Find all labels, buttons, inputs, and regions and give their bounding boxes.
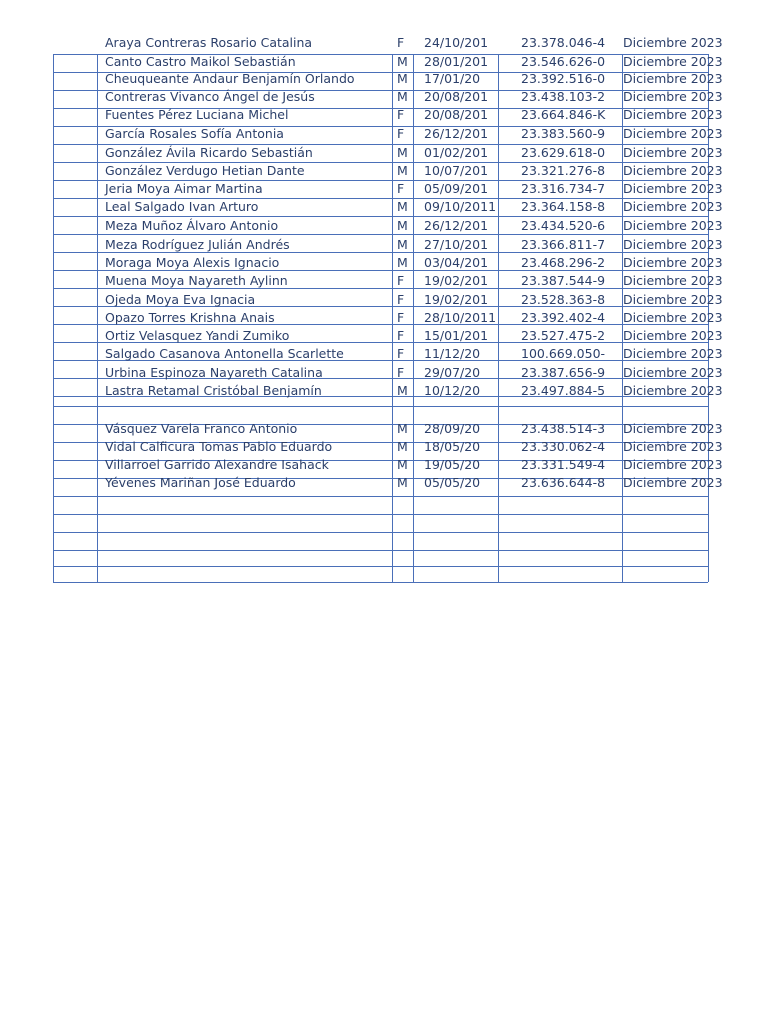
cell-period: Diciembre 2023 xyxy=(623,181,723,196)
cell-name: Muena Moya Nayareth Aylinn xyxy=(105,273,288,288)
cell-period: Diciembre 2023 xyxy=(623,89,723,104)
cell-name: Meza Rodríguez Julián Andrés xyxy=(105,237,290,252)
cell-sex: M xyxy=(397,89,408,104)
cell-period: Diciembre 2023 xyxy=(623,255,723,270)
cell-birth: 18/05/20 xyxy=(424,439,481,454)
cell-birth: 17/01/20 xyxy=(424,71,481,86)
grid-line-vertical xyxy=(498,54,499,582)
cell-sex: M xyxy=(397,255,408,270)
cell-name: Moraga Moya Alexis Ignacio xyxy=(105,255,280,270)
cell-name: Canto Castro Maikol Sebastián xyxy=(105,54,296,69)
cell-rut: 23.330.062-4 xyxy=(521,439,606,454)
cell-rut: 100.669.050- xyxy=(521,346,606,361)
cell-name: Cheuqueante Andaur Benjamín Orlando xyxy=(105,71,355,86)
cell-name: Villarroel Garrido Alexandre Isahack xyxy=(105,457,329,472)
cell-sex: M xyxy=(397,199,408,214)
cell-birth: 28/09/20 xyxy=(424,421,481,436)
cell-name: Araya Contreras Rosario Catalina xyxy=(105,35,313,50)
cell-period: Diciembre 2023 xyxy=(623,163,723,178)
cell-period: Diciembre 2023 xyxy=(623,328,723,343)
cell-sex: M xyxy=(397,475,408,490)
cell-period: Diciembre 2023 xyxy=(623,475,723,490)
cell-rut: 23.438.514-3 xyxy=(521,421,606,436)
grid-line-vertical xyxy=(413,54,414,582)
cell-rut: 23.392.402-4 xyxy=(521,310,606,325)
cell-birth: 11/12/20 xyxy=(424,346,481,361)
cell-birth: 09/10/2011 xyxy=(424,199,497,214)
cell-birth: 05/09/201 xyxy=(424,181,489,196)
grid-line-horizontal xyxy=(53,406,708,407)
cell-birth: 26/12/201 xyxy=(424,126,489,141)
cell-rut: 23.546.626-0 xyxy=(521,54,606,69)
cell-rut: 23.497.884-5 xyxy=(521,383,606,398)
cell-name: Vásquez Varela Franco Antonio xyxy=(105,421,298,436)
cell-rut: 23.383.560-9 xyxy=(521,126,606,141)
cell-name: Jeria Moya Aimar Martina xyxy=(105,181,263,196)
cell-rut: 23.629.618-0 xyxy=(521,145,606,160)
grid-line-horizontal xyxy=(53,550,708,551)
cell-sex: F xyxy=(397,107,405,122)
cell-birth: 19/05/20 xyxy=(424,457,481,472)
cell-period: Diciembre 2023 xyxy=(623,145,723,160)
cell-sex: F xyxy=(397,292,405,307)
grid-line-vertical xyxy=(392,54,393,582)
cell-birth: 20/08/201 xyxy=(424,107,489,122)
cell-birth: 10/12/20 xyxy=(424,383,481,398)
cell-birth: 27/10/201 xyxy=(424,237,489,252)
cell-rut: 23.364.158-8 xyxy=(521,199,606,214)
cell-period: Diciembre 2023 xyxy=(623,71,723,86)
grid-line-vertical xyxy=(53,54,54,582)
cell-name: Meza Muñoz Álvaro Antonio xyxy=(105,218,279,233)
cell-sex: M xyxy=(397,421,408,436)
cell-rut: 23.664.846-K xyxy=(521,107,606,122)
cell-period: Diciembre 2023 xyxy=(623,346,723,361)
cell-period: Diciembre 2023 xyxy=(623,237,723,252)
cell-sex: F xyxy=(397,126,405,141)
grid-line-horizontal xyxy=(53,566,708,567)
cell-sex: M xyxy=(397,163,408,178)
cell-name: Urbina Espinoza Nayareth Catalina xyxy=(105,365,323,380)
cell-name: González Ávila Ricardo Sebastián xyxy=(105,145,313,160)
cell-period: Diciembre 2023 xyxy=(623,383,723,398)
cell-period: Diciembre 2023 xyxy=(623,421,723,436)
cell-name: Ojeda Moya Eva Ignacia xyxy=(105,292,256,307)
cell-period: Diciembre 2023 xyxy=(623,54,723,69)
cell-sex: F xyxy=(397,346,405,361)
grid-line-vertical xyxy=(97,54,98,582)
cell-period: Diciembre 2023 xyxy=(623,107,723,122)
cell-sex: F xyxy=(397,181,405,196)
grid-line-horizontal xyxy=(53,514,708,515)
cell-name: Fuentes Pérez Luciana Michel xyxy=(105,107,289,122)
grid-line-horizontal xyxy=(53,270,708,271)
cell-sex: M xyxy=(397,71,408,86)
cell-name: Vidal Calficura Tomas Pablo Eduardo xyxy=(105,439,333,454)
cell-sex: F xyxy=(397,310,405,325)
cell-birth: 15/01/201 xyxy=(424,328,489,343)
cell-sex: M xyxy=(397,237,408,252)
cell-rut: 23.321.276-8 xyxy=(521,163,606,178)
grid-line-horizontal xyxy=(53,496,708,497)
grid-line-horizontal xyxy=(53,234,708,235)
cell-sex: F xyxy=(397,328,405,343)
cell-period: Diciembre 2023 xyxy=(623,273,723,288)
cell-rut: 23.316.734-7 xyxy=(521,181,606,196)
cell-birth: 28/01/201 xyxy=(424,54,489,69)
cell-sex: M xyxy=(397,54,408,69)
cell-birth: 20/08/201 xyxy=(424,89,489,104)
cell-sex: M xyxy=(397,218,408,233)
cell-name: Yévenes Mariñan José Eduardo xyxy=(105,475,296,490)
grid-line-horizontal xyxy=(53,252,708,253)
grid-line-horizontal xyxy=(53,216,708,217)
cell-name: González Verdugo Hetian Dante xyxy=(105,163,305,178)
cell-sex: M xyxy=(397,145,408,160)
cell-name: Opazo Torres Krishna Anais xyxy=(105,310,275,325)
cell-period: Diciembre 2023 xyxy=(623,365,723,380)
cell-period: Diciembre 2023 xyxy=(623,439,723,454)
cell-rut: 23.636.644-8 xyxy=(521,475,606,490)
cell-sex: F xyxy=(397,365,405,380)
cell-name: Lastra Retamal Cristóbal Benjamín xyxy=(105,383,322,398)
cell-rut: 23.366.811-7 xyxy=(521,237,606,252)
cell-birth: 05/05/20 xyxy=(424,475,481,490)
cell-name: Ortiz Velasquez Yandi Zumiko xyxy=(105,328,290,343)
cell-rut: 23.392.516-0 xyxy=(521,71,606,86)
cell-birth: 03/04/201 xyxy=(424,255,489,270)
cell-rut: 23.331.549-4 xyxy=(521,457,606,472)
cell-birth: 01/02/201 xyxy=(424,145,489,160)
grid-line-horizontal xyxy=(53,288,708,289)
cell-period: Diciembre 2023 xyxy=(623,457,723,472)
cell-sex: F xyxy=(397,273,405,288)
grid-line-horizontal xyxy=(53,532,708,533)
cell-rut: 23.528.363-8 xyxy=(521,292,606,307)
cell-period: Diciembre 2023 xyxy=(623,126,723,141)
cell-sex: M xyxy=(397,439,408,454)
cell-rut: 23.434.520-6 xyxy=(521,218,606,233)
cell-rut: 23.527.475-2 xyxy=(521,328,606,343)
cell-birth: 19/02/201 xyxy=(424,273,489,288)
cell-period: Diciembre 2023 xyxy=(623,199,723,214)
cell-name: Contreras Vivanco Ángel de Jesús xyxy=(105,89,315,104)
cell-name: García Rosales Sofía Antonia xyxy=(105,126,284,141)
cell-sex: M xyxy=(397,383,408,398)
cell-sex: F xyxy=(397,35,405,50)
cell-birth: 19/02/201 xyxy=(424,292,489,307)
cell-birth: 26/12/201 xyxy=(424,218,489,233)
cell-birth: 24/10/201 xyxy=(424,35,489,50)
cell-rut: 23.387.544-9 xyxy=(521,273,606,288)
cell-period: Diciembre 2023 xyxy=(623,310,723,325)
cell-period: Diciembre 2023 xyxy=(623,292,723,307)
cell-rut: 23.387.656-9 xyxy=(521,365,606,380)
cell-rut: 23.438.103-2 xyxy=(521,89,606,104)
cell-period: Diciembre 2023 xyxy=(623,35,723,50)
cell-name: Leal Salgado Ivan Arturo xyxy=(105,199,259,214)
cell-birth: 28/10/2011 xyxy=(424,310,497,325)
grid-line-horizontal xyxy=(53,582,708,583)
cell-rut: 23.468.296-2 xyxy=(521,255,606,270)
cell-name: Salgado Casanova Antonella Scarlette xyxy=(105,346,344,361)
cell-sex: M xyxy=(397,457,408,472)
cell-rut: 23.378.046-4 xyxy=(521,35,606,50)
cell-birth: 29/07/20 xyxy=(424,365,481,380)
cell-period: Diciembre 2023 xyxy=(623,218,723,233)
cell-birth: 10/07/201 xyxy=(424,163,489,178)
